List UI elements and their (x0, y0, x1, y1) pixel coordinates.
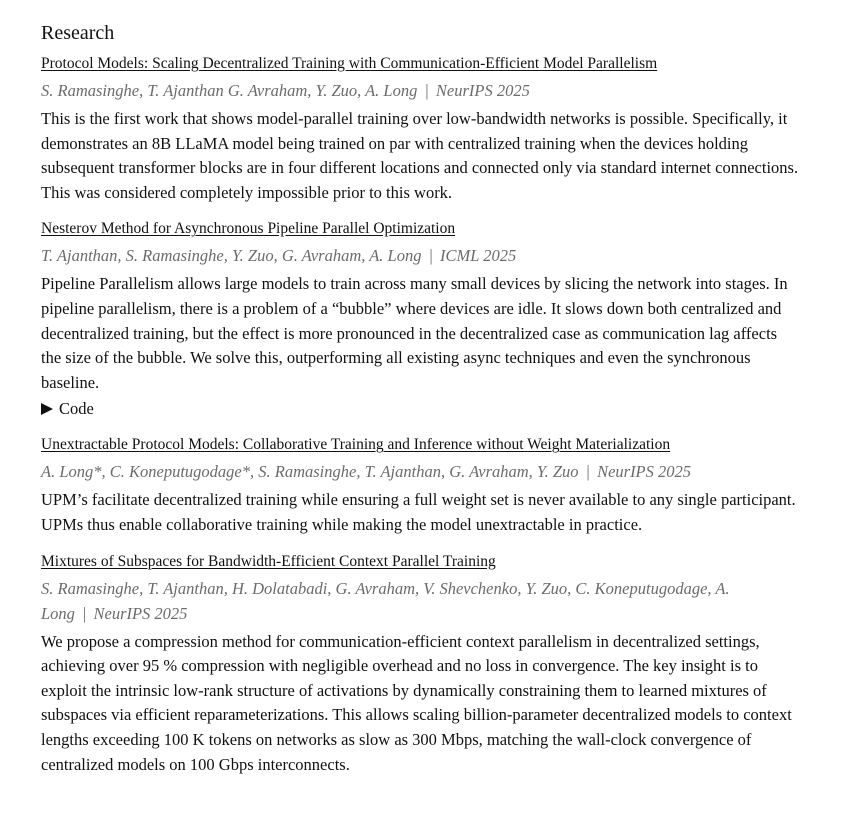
paper-entry (41, 552, 801, 778)
paper-title-link[interactable]: Nesterov Method for Asynchronous Pipeline Parallel Optimization (41, 220, 456, 238)
paper-title-link[interactable]: Protocol Models: Scaling Decentralized Training with Communication-Efficient Model Parallelism (41, 55, 658, 72)
disclosure-triangle-icon (41, 403, 53, 415)
code-details-label: Code (59, 399, 94, 419)
venue-separator: | (428, 246, 434, 266)
paper-entry (41, 54, 801, 205)
author-list: A. Long*, C. Koneputugodage*, S. Ramasinghe, T. Ajanthan, G. Avraham, Y. Zuo (41, 462, 579, 482)
paper-authors (41, 243, 801, 268)
author-list: S. Ramasinghe, T. Ajanthan, H. Dolatabadi, G. Avraham, V. Shevchenko, Y. Zuo, C. Koneputugodage, A. Long (41, 578, 730, 623)
paper-entry (41, 435, 801, 537)
author-list: S. Ramasinghe, T. Ajanthan G. Avraham, Y. Zuo, A. Long (41, 81, 418, 100)
paper-title-link[interactable]: Mixtures of Subspaces for Bandwidth-Efficient Context Parallel Training (41, 552, 496, 570)
venue-label: NeurIPS 2025 (597, 462, 692, 482)
paper-abstract: We propose a compression method for communication-efficient context parallelism in decentralized settings, achieving over 95 % compression with negligible overhead and no loss in convergence. The key insight is to exploit the intrinsic low-rank structure of activations by dynamically constraining them to learned mixtures of subspaces via efficient reparameterizations. This allows scaling billion-parameter decentralized models to context lengths exceeding 100 K tokens on networks as slow as 300 Mbps, matching the wall-clock convergence of centralized models on 100 Gbps interconnects. (41, 631, 792, 774)
paper-entry (41, 219, 801, 421)
paper-authors (41, 576, 801, 626)
paper-abstract: This is the first work that shows model-parallel training over low-bandwidth networks is possible. Specifically, it demonstrates an 8B LLaMA model being trained on par with centralized training when the devices holding subsequent transformer blocks are in four different locations and connected only via standard internet connections. This was considered completely impossible prior to this work. (41, 109, 799, 202)
venue-label: ICML 2025 (440, 246, 517, 266)
paper-abstract: UPM’s facilitate decentralized training while ensuring a full weight set is never available to any single participant. UPMs thus enable collaborative training while making the model unextractable in practice. (41, 490, 796, 534)
author-list: T. Ajanthan, S. Ramasinghe, Y. Zuo, G. Avraham, A. Long (41, 246, 422, 266)
venue-separator: | (81, 603, 87, 623)
venue-separator: | (585, 462, 591, 482)
paper-abstract: Pipeline Parallelism allows large models to train across many small devices by slicing the network into stages. In pipeline parallelism, there is a problem of a “bubble” where devices are idle. It slows down both centralized and decentralized training, but the effect is more pronounced in the decentralized case as communication lag affects the size of the bubble. We solve this, outperforming all existing async techniques and even the synchronous baseline. (41, 274, 788, 392)
section-title: Research (41, 22, 115, 44)
venue-label: NeurIPS 2025 (435, 81, 530, 100)
venue-label: NeurIPS 2025 (93, 603, 188, 623)
paper-title-link[interactable]: Unextractable Protocol Models: Collaborative Training and Inference without Weight Materialization (41, 436, 671, 454)
paper-authors (41, 459, 801, 484)
code-details-toggle[interactable] (41, 397, 801, 421)
paper-authors (41, 78, 801, 103)
venue-separator: | (424, 81, 429, 100)
